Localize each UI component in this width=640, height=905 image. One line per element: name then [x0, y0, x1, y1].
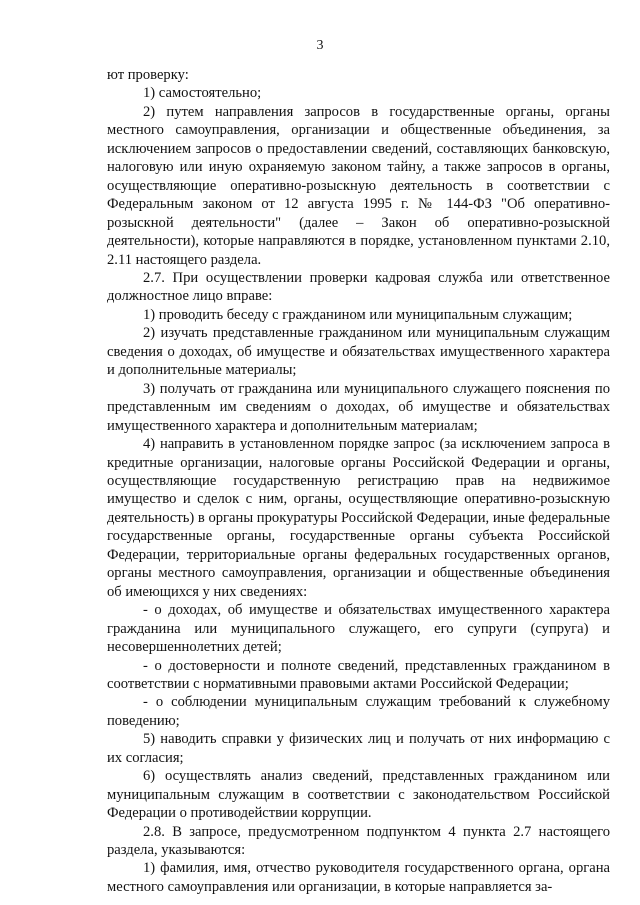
document-body [107, 66, 610, 896]
paragraph-item-6-analysis: 6) осуществлять анализ сведений, представленных гражданином или муниципальным служащим в соответствии с законодательством Российской Федерации о противодействии коррупции. [107, 768, 610, 822]
paragraph-item-2-study: 2) изучать представленные гражданином или муниципальным служащим сведения о доходах, об имуществе и обязательствах имущественного характера и дополнительные материалы; [107, 325, 610, 379]
paragraph-clause-2-7: 2.7. При осуществлении проверки кадровая служба или ответственное должностное лицо вправе: [107, 269, 610, 305]
paragraph-item-2-requests: 2) путем направления запросов в государственные органы, органы местного самоуправления, организации и общественные объединения, за исключением запросов о предоставлении сведений, составляющих банковскую, налоговую или иную охраняемую законом тайну, а также запросов в органы, осуществляющие оперативно-розыскную деятельность в соответствии с Федеральным законом от 12 августа 1995 г. № 144-ФЗ "Об оперативно-розыскной деятельности" (далее – Закон об оперативно-розыскной деятельности), которые направляются в порядке, установленном пунктами 2.10, 2.11 настоящего раздела. [107, 103, 610, 268]
paragraph-item-1-self: 1) самостоятельно; [143, 85, 262, 102]
paragraph-item-3-explanations: 3) получать от гражданина или муниципального служащего пояснения по представленным им сведениям о доходах, об имуществе и обязательствах имущественного характера и дополнительным материалам; [107, 380, 610, 434]
page-number: 3 [316, 38, 324, 53]
paragraph-item-1-conversation: 1) проводить беседу с гражданином или муниципальным служащим; [143, 306, 573, 323]
paragraph-dash-reliability: - о достоверности и полноте сведений, представленных гражданином в соответствии с нормативными правовыми актами Российской Федерации; [107, 657, 610, 692]
paragraph-continuation: ют проверку: [107, 67, 189, 83]
paragraph-item-1-name: 1) фамилия, имя, отчество руководителя государственного органа, органа местного самоуправления или организации, в которые направляется за- [107, 860, 610, 895]
paragraph-clause-2-8: 2.8. В запросе, предусмотренном подпунктом 4 пункта 2.7 настоящего раздела, указываются: [107, 823, 610, 859]
paragraph-dash-conduct: - о соблюдении муниципальным служащим требований к служебному поведению; [107, 694, 610, 729]
paragraph-dash-income: - о доходах, об имуществе и обязательствах имущественного характера гражданина или муниципального служащего, его супруги (супруга) и несовершеннолетних детей; [107, 602, 610, 656]
paragraph-item-5-inquiries: 5) наводить справки у физических лиц и получать от них информацию с их согласия; [107, 731, 610, 766]
paragraph-item-4-send-request: 4) направить в установленном порядке запрос (за исключением запроса в кредитные организации, налоговые органы Российской Федерации и органы, осуществляющие государственную регистрацию прав на недвижимое имущество и сделок с ним, органы, осуществляющие оперативно-розыскную деятельность) в органы прокуратуры Российской Федерации, иные федеральные государственные органы, государственные органы субъекта Российской Федерации, территориальные органы федеральных государственных органов, органы местного самоуправления, организации и общественные объединения об имеющихся у них сведениях: [107, 436, 610, 600]
